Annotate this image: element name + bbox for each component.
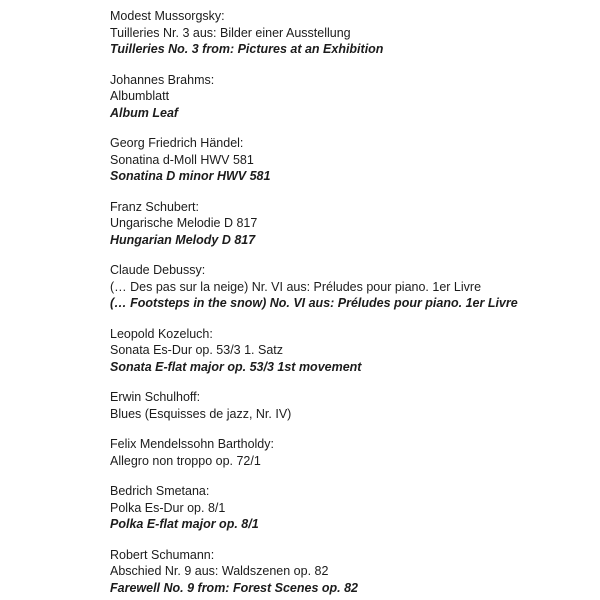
piece-title: Tuilleries Nr. 3 aus: Bilder einer Ausstellung [110,25,351,40]
program-list [110,8,580,596]
piece-title: Abschied Nr. 9 aus: Waldszenen op. 82 [110,564,329,578]
composer-name: Bedrich Smetana: [110,484,210,498]
list-item [110,199,580,249]
piece-title-translation: Sonatina D minor HWV 581 [110,169,271,183]
piece-title: Ungarische Melodie D 817 [110,216,258,230]
composer-name: Modest Mussorgsky: [110,9,225,23]
list-item [110,547,580,597]
piece-title-translation: Album Leaf [110,105,179,120]
list-item [110,389,580,422]
composer-name: Robert Schumann: [110,547,215,562]
piece-title-translation: Polka E-flat major op. 8/1 [110,517,259,531]
composer-name: Leopold Kozeluch: [110,326,213,341]
piece-title-translation: (… Footsteps in the snow) No. VI aus: Préludes pour piano. 1er Livre [110,296,518,310]
piece-title: Sonata Es-Dur op. 53/3 1. Satz [110,343,284,357]
piece-title: (… Des pas sur la neige) Nr. VI aus: Préludes pour piano. 1er Livre [110,279,482,294]
piece-title: Blues (Esquisses de jazz, Nr. IV) [110,406,292,421]
piece-title-translation: Hungarian Melody D 817 [110,232,256,247]
piece-title-translation: Tuilleries No. 3 from: Pictures at an Exhibition [110,42,384,56]
piece-title-translation: Farewell No. 9 from: Forest Scenes op. 82 [110,580,358,595]
list-item [110,436,580,469]
list-item [110,326,580,376]
composer-name: Felix Mendelssohn Bartholdy: [110,437,274,451]
list-item [110,483,580,533]
list-item [110,8,580,58]
list-item [110,72,580,122]
piece-title-translation: Sonata E-flat major op. 53/3 1st movement [110,359,362,374]
composer-name: Johannes Brahms: [110,72,215,87]
piece-title: Polka Es-Dur op. 8/1 [110,500,226,515]
composer-name: Franz Schubert: [110,199,199,214]
piece-title: Sonatina d-Moll HWV 581 [110,152,254,167]
piece-title: Allegro non troppo op. 72/1 [110,453,261,468]
composer-name: Erwin Schulhoff: [110,390,201,404]
composer-name: Claude Debussy: [110,263,206,277]
list-item [110,135,580,185]
list-item [110,262,580,312]
piece-title: Albumblatt [110,89,170,103]
composer-name: Georg Friedrich Händel: [110,136,244,150]
